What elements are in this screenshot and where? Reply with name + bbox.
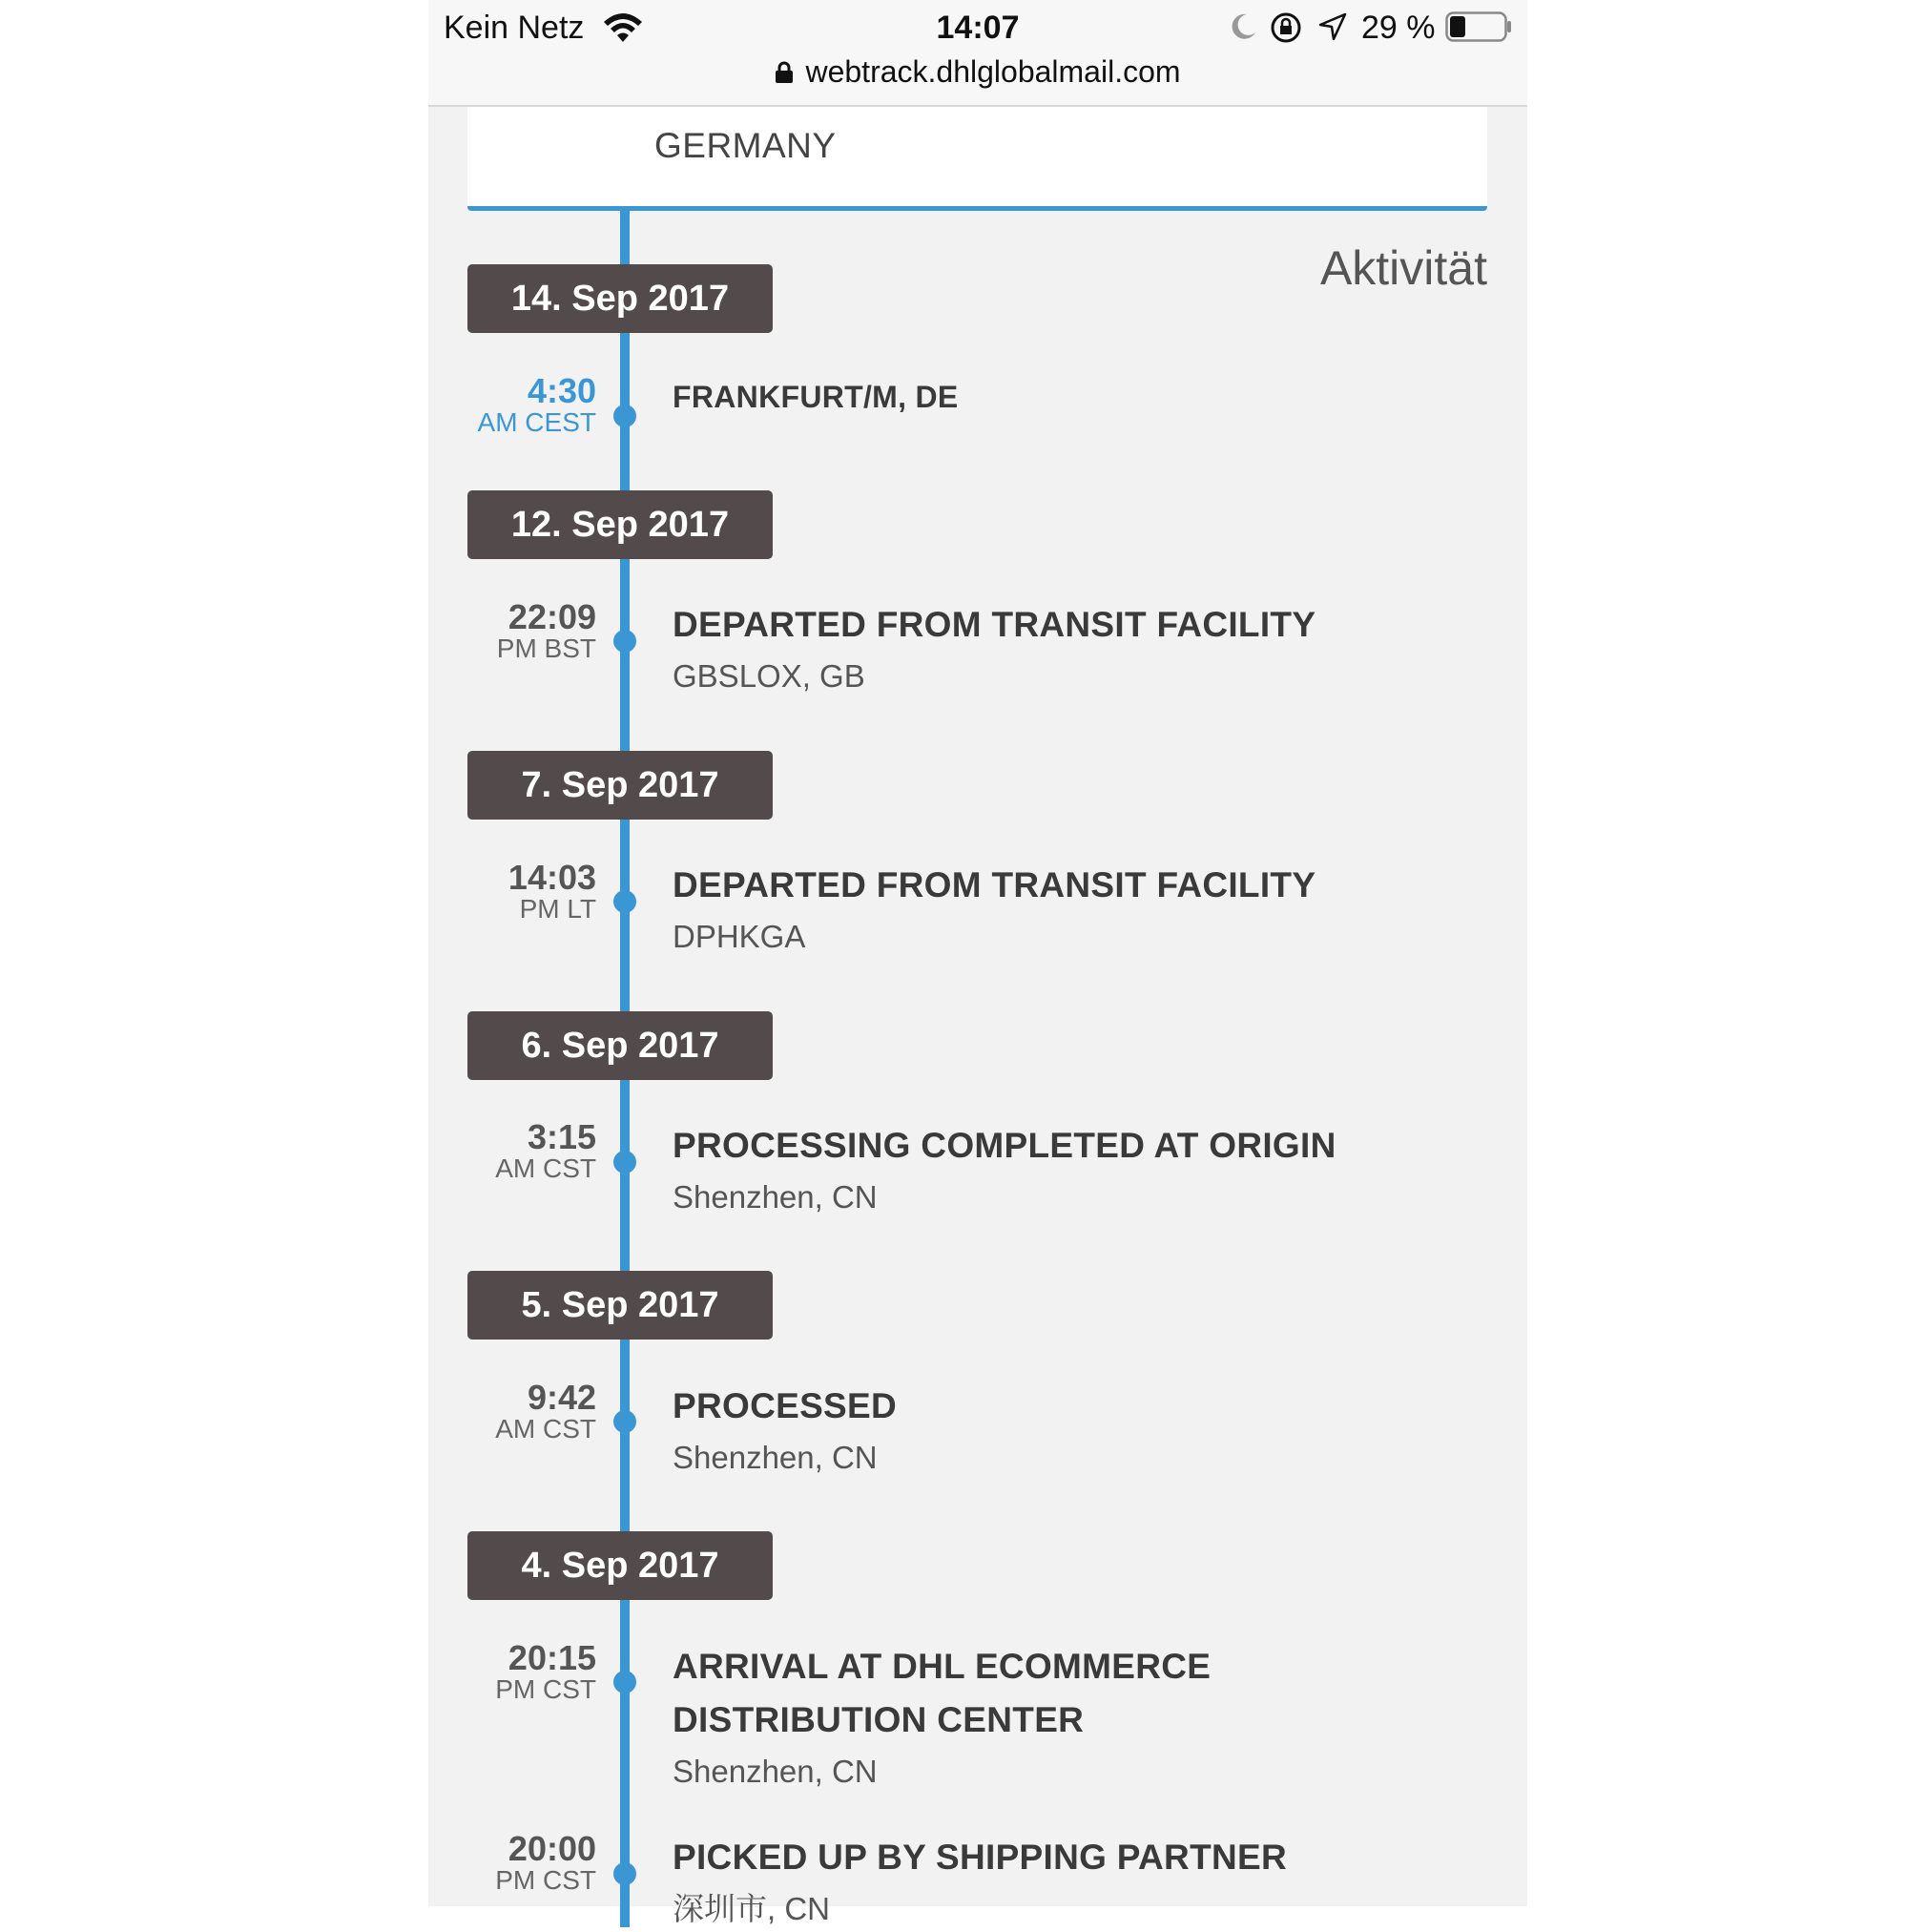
timeline-dot: [613, 1862, 636, 1885]
event-location: DPHKGA: [673, 919, 806, 954]
date-badge: 5. Sep 2017: [467, 1271, 773, 1340]
date-badge: 7. Sep 2017: [467, 751, 773, 820]
event-title-line2: DISTRIBUTION CENTER: [673, 1700, 1085, 1739]
event-time-value: 22:09: [508, 597, 596, 636]
event-location: 深圳市, CN: [673, 1891, 830, 1926]
battery-percent: 29 %: [1361, 10, 1436, 46]
phone-screen: [428, 0, 1527, 1926]
battery-icon: [1445, 11, 1512, 42]
event-time-zone: AM CEST: [477, 407, 596, 437]
event-time-zone: AM CST: [495, 1153, 596, 1183]
timeline-dot: [613, 630, 636, 653]
event-time: [428, 597, 596, 663]
timeline-dot: [613, 1671, 636, 1693]
date-badge: 6. Sep 2017: [467, 1011, 773, 1080]
timeline-dot: [613, 1410, 636, 1433]
event-time-value: 14:03: [508, 858, 596, 897]
carrier-label: Kein Netz: [444, 10, 585, 46]
event-title: PROCESSED: [673, 1386, 898, 1425]
address-bar[interactable]: [428, 50, 1527, 93]
event-title: DEPARTED FROM TRANSIT FACILITY: [673, 865, 1316, 904]
event-title-line1: ARRIVAL AT DHL ECOMMERCE: [673, 1647, 1212, 1686]
event-time-value: 3:15: [527, 1117, 596, 1156]
event-time-value: 9:42: [527, 1378, 596, 1417]
event-item: [673, 1119, 1493, 1220]
event-item: [673, 598, 1493, 699]
event-item: [673, 859, 1493, 960]
timeline-dot: [613, 890, 636, 913]
padlock-icon: [775, 61, 794, 84]
event-time-zone: PM CST: [495, 1674, 596, 1704]
event-time-zone: PM LT: [519, 894, 596, 924]
event-item: [673, 1640, 1493, 1795]
location-arrow-icon: [1317, 11, 1348, 42]
rotation-lock-icon: [1270, 11, 1302, 44]
event-time: [428, 371, 596, 437]
event-time-zone: PM CST: [495, 1865, 596, 1895]
event-time: [428, 1829, 596, 1895]
timeline-dot: [613, 1151, 636, 1174]
timeline-dot: [613, 405, 636, 427]
event-time: [428, 858, 596, 924]
clock: 14:07: [936, 10, 1020, 46]
url-text: webtrack.dhlglobalmail.com: [805, 54, 1181, 89]
date-badge: 14. Sep 2017: [467, 264, 773, 333]
event-item: [673, 370, 1493, 424]
event-time: [428, 1638, 596, 1704]
event-title: PROCESSING COMPLETED AT ORIGIN: [673, 1126, 1336, 1165]
event-title: PICKED UP BY SHIPPING PARTNER: [673, 1838, 1287, 1877]
event-title: FRANKFURT/M, DE: [673, 380, 959, 414]
event-location: Shenzhen, CN: [673, 1754, 878, 1789]
activity-heading: Aktivität: [1319, 241, 1487, 295]
date-badge: 4. Sep 2017: [467, 1531, 773, 1600]
event-time-value: 20:15: [508, 1638, 596, 1677]
event-time-zone: PM BST: [496, 634, 596, 663]
event-location: Shenzhen, CN: [673, 1179, 878, 1215]
event-item: [673, 1831, 1493, 1932]
date-badge: 12. Sep 2017: [467, 490, 773, 559]
event-title: DEPARTED FROM TRANSIT FACILITY: [673, 605, 1316, 644]
event-time-zone: AM CST: [495, 1414, 596, 1444]
event-time-value: 20:00: [508, 1829, 596, 1868]
status-bar: [428, 0, 1527, 107]
event-time: [428, 1117, 596, 1183]
event-item: [673, 1380, 1493, 1481]
event-time: [428, 1378, 596, 1444]
event-location: GBSLOX, GB: [673, 658, 865, 694]
event-location: Shenzhen, CN: [673, 1440, 878, 1475]
address-country: GERMANY: [654, 126, 837, 165]
event-time-value: 4:30: [527, 371, 596, 410]
moon-icon: [1228, 11, 1258, 42]
